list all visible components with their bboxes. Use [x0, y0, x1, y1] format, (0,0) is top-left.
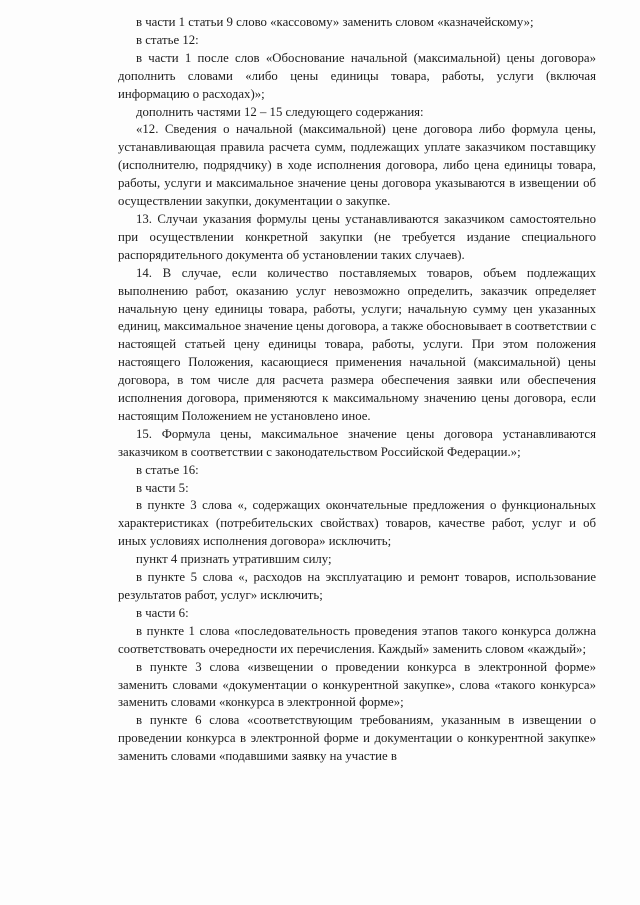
- paragraph: в статье 16:: [136, 462, 199, 477]
- paragraph: в части 1 после слов «Обоснование начальной (максимальной) цены договора» дополнить словами «либо цены единицы товара, работы, услуги (включая информацию о расходах)»;: [118, 50, 596, 101]
- paragraph: в статье 12:: [136, 32, 199, 47]
- paragraph: в пункте 1 слова «последовательность проведения этапов такого конкурса должна соответствовать очередности их перечисления. Каждый» заменить словом «каждый»;: [118, 623, 596, 656]
- document-body: [118, 14, 596, 766]
- paragraph: 13. Случаи указания формулы цены устанавливаются заказчиком самостоятельно при осуществлении конкретной закупки (не требуется издание специального распорядительного документа об установлении таких случаев).: [118, 211, 596, 262]
- paragraph: пункт 4 признать утратившим силу;: [136, 552, 332, 567]
- paragraph: 15. Формула цены, максимальное значение цены договора устанавливаются заказчиком в соответствии с законодательством Российской Федерации.»;: [118, 426, 596, 459]
- paragraph: 14. В случае, если количество поставляемых товаров, объем подлежащих выполнению работ, оказанию услуг невозможно определить, заказчик определяет начальную цену единицы товара, работы, услуги; начальную сумму цен указанных единиц, максимальное значение цены договора, а также обосновывает в соответствии с настоящей статьей цену единицы товара, работы, услуги. При этом положения настоящего Положения, касающиеся применения начальной (максимальной) цены договора, в том числе для расчета размера обеспечения заявки или обеспечения исполнения договора, применяются к максимальному значению цены договора, если настоящим Положением не установлено иное.: [118, 265, 596, 423]
- paragraph: в части 6:: [136, 605, 189, 620]
- paragraph: в части 1 статьи 9 слово «кассовому» заменить словом «казначейскому»;: [136, 15, 534, 29]
- paragraph: в части 5:: [136, 480, 189, 495]
- paragraph: «12. Сведения о начальной (максимальной) цене договора либо формула цены, устанавливающая правила расчета сумм, подлежащих уплате заказчиком поставщику (исполнителю, подрядчику) в ходе исполнения договора, либо цена единицы товара, работы, услуги и максимальное значение цены договора указываются в извещении об осуществлении закупки, документации о закупке.: [118, 122, 596, 209]
- paragraph: в пункте 3 слова «извещении о проведении конкурса в электронной форме» заменить словами «документации о конкурентной закупке», слова «такого конкурса» заменить словами «конкурса в электронной форме»;: [118, 659, 596, 710]
- paragraph: в пункте 3 слова «, содержащих окончательные предложения о функциональных характеристиках (потребительских свойствах) товаров, качестве работ, услуг и об иных условиях исполнения договора» исключить;: [118, 498, 596, 549]
- paragraph: в пункте 5 слова «, расходов на эксплуатацию и ремонт товаров, использование результатов работ, услуг» исключить;: [118, 570, 596, 602]
- paragraph: дополнить частями 12 – 15 следующего содержания:: [136, 104, 424, 119]
- paragraph: в пункте 6 слова «соответствующим требованиям, указанным в извещении о проведении конкурса в электронной форме и документации о конкурентной закупке» заменить словами «подавшими заявку на участие в: [118, 713, 596, 764]
